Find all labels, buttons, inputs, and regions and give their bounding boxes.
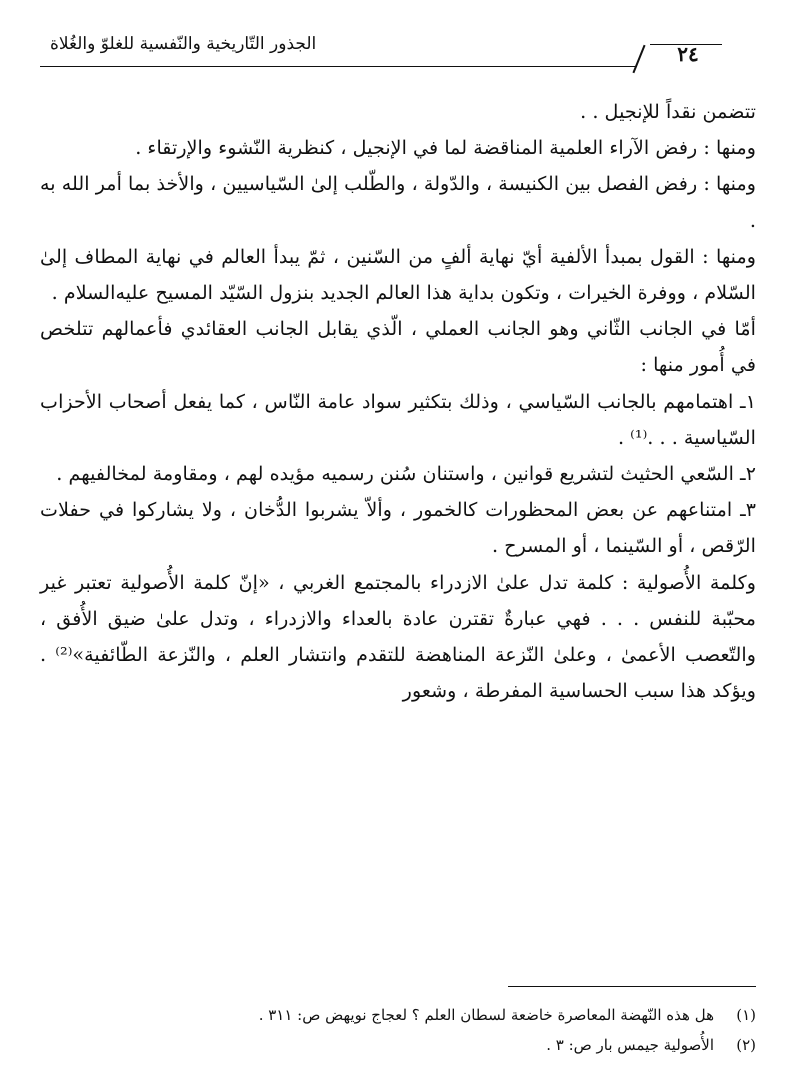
- footnote-text: هل هذه النّهضة المعاصرة خاضعة لسطان العلم ؟ لعجاج نويهض ص: ٣١١ .: [258, 1006, 714, 1024]
- footnote-number: (١): [736, 1006, 756, 1024]
- list-item: ٢ـ السّعي الحثيث لتشريع قوانين ، واستنان سُنن رسميه مؤيده لهم ، ومقاومة لمخالفيهم .: [56, 462, 756, 486]
- list-item: ١ـ اهتمامهم بالجانب السّياسي ، وذلك بتكثير سواد عامة النّاس ، كما يفعل أصحاب الأحزاب السّياسية . . .⁽¹⁾ .: [40, 389, 756, 449]
- running-header-title: الجذور التّاريخية والنّفسية للغلوّ والغُلاة: [50, 34, 317, 54]
- paragraph: تتضمن نقداً للإنجيل . .: [580, 100, 756, 123]
- body-text: [40, 94, 756, 709]
- footnote: [40, 1030, 756, 1060]
- footnote: [40, 1000, 756, 1030]
- paragraph: وكلمة الأُصولية : كلمة تدل علىٰ الازدراء بالمجتمع الغربي ، «إنّ كلمة الأُصولية تعتبر غير محبّبة للنفس . . . فهي عبارةٌ تقترن عادة بالعداء والازدراء ، وتدل علىٰ ضيق الأُفق ، والتّعصب الأعمىٰ ، وعلىٰ النّزعة المناهضة للتقدم وانتشار العلم ، والنّزعة الطّائفية»⁽²⁾ . ويؤكد هذا سبب الحساسية المفرطة ، وشعور: [40, 570, 756, 703]
- footnote-text: الأُصولية جيمس بار ص: ٣ .: [546, 1036, 714, 1054]
- list-item: ٣ـ امتناعهم عن بعض المحظورات كالخمور ، وألاّ يشربوا الدُّخان ، ولا يشاركوا في حفلات الرّقص ، أو السّينما ، أو المسرح .: [40, 498, 756, 558]
- footnote-separator: [508, 986, 756, 987]
- footnote-number: (٢): [736, 1036, 756, 1054]
- paragraph: ومنها : القول بمبدأ الألفية أيّ نهاية ألفٍ من السّنين ، ثمّ يبدأ العالم في نهاية المطاف إلىٰ السّلام ، ووفرة الخيرات ، وتكون بداية هذا العالم الجديد بنزول السّيّد المسيح عليه‌السلام .: [40, 244, 756, 305]
- paragraph: أمّا في الجانب الثّاني وهو الجانب العملي ، الّذي يقابل الجانب العقائدي فأعمالهم تتلخص في أُمور منها :: [40, 317, 756, 377]
- header-rule: [40, 66, 637, 67]
- header-slash-divider: [632, 45, 645, 74]
- paragraph: ومنها : رفض الآراء العلمية المناقضة لما في الإنجيل ، كنظرية النّشوء والإرتقاء .: [135, 136, 756, 160]
- footnotes: [40, 1000, 756, 1060]
- page-number: ٢٤: [677, 42, 699, 66]
- paragraph: ومنها : رفض الفصل بين الكنيسة ، والدّولة ، والطّلب إلىٰ السّياسيين ، والأخذ بما أمر الله به .: [40, 172, 756, 232]
